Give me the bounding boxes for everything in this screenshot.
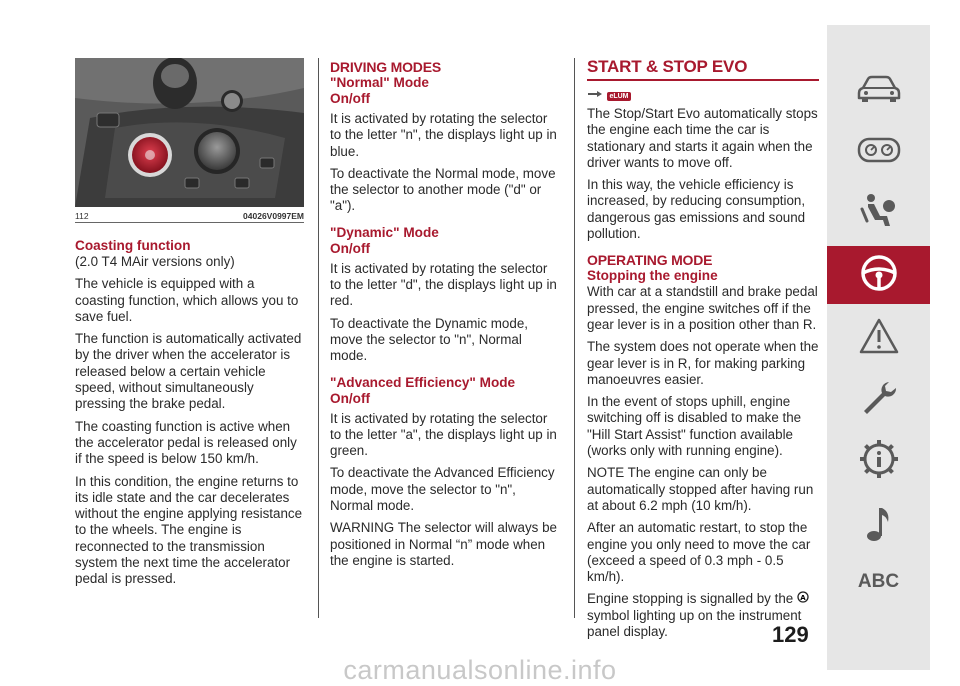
paragraph: It is activated by rotating the selector to the letter "n", the displays light up in blue.: [330, 111, 557, 159]
subheading-dynamic-onoff: On/off: [330, 240, 371, 256]
note-text: NOTE The engine can only be automatically stopped after having run at about 6.2 mph (10 km/h).: [587, 465, 814, 513]
paragraph: The system does not operate when the gear lever is in R, for making parking manoeuvres easier.: [587, 339, 819, 387]
paragraph: The Stop/Start Evo automatically stops the engine each time the car is stationary and starts it again when the driver wants to move off.: [587, 106, 818, 170]
column-coasting: [75, 238, 305, 594]
caption-divider: [75, 222, 304, 223]
elum-badge: eLUM: [609, 92, 629, 100]
heading-operating-mode: OPERATING MODE: [587, 252, 713, 269]
paragraph: It is activated by rotating the selector to the letter "d", the displays light up in red.: [330, 260, 557, 309]
dashboard-gauges-icon: [857, 137, 901, 168]
figure-number: 112: [75, 211, 89, 221]
heading-driving-modes: DRIVING MODES: [330, 59, 441, 75]
paragraph: The vehicle is equipped with a coasting function, which allows you to save fuel.: [75, 276, 299, 324]
sidebar-item-instruments[interactable]: [827, 123, 930, 181]
paragraph: To deactivate the Advanced Efficiency mode, move the selector to "n", Normal mode.: [330, 465, 555, 514]
column-divider: [574, 58, 575, 618]
paragraph: The function is automatically activated by the driver when the accelerator is released below a certain vehicle speed, without simultaneously pressing the brake pedal.: [75, 331, 302, 412]
column-divider: [318, 58, 319, 618]
heading-dynamic-mode: "Dynamic" Mode: [330, 224, 439, 240]
subheading-normal-onoff: On/off: [330, 91, 371, 106]
info-gear-icon: [858, 438, 900, 485]
selector-photo: [75, 58, 304, 207]
chapter-sidebar: [827, 25, 930, 670]
paragraph: In this way, the vehicle efficiency is increased, by reducing consumption, dangerous gas emissions and sound pollution.: [587, 177, 806, 242]
sidebar-item-safety[interactable]: [827, 184, 930, 242]
heading-normal-mode: "Normal" Mode: [330, 75, 429, 90]
auto-stop-symbol-icon: [797, 591, 809, 607]
paragraph: It is activated by rotating the selector to the letter "a", the displays light up in green.: [330, 410, 557, 459]
subheading-advanced-onoff: On/off: [330, 390, 371, 406]
sidebar-item-emergency[interactable]: [827, 309, 930, 367]
sidebar-item-vehicle[interactable]: [827, 62, 930, 120]
elum-indicator: [587, 87, 819, 103]
heading-underline: [587, 79, 819, 81]
heading-start-stop: START & STOP EVO: [587, 57, 748, 76]
sidebar-item-technical-data[interactable]: [827, 432, 930, 490]
sidebar-item-multimedia[interactable]: [827, 497, 930, 555]
paragraph: In this condition, the engine returns to its idle state and the car decelerates without the engine applying resistance to the wheels. The engine is reconnected to the transmission system the next time the accelerator pedal is pressed.: [75, 473, 303, 587]
paragraph-symbol-pre: Engine stopping is signalled by the: [587, 591, 794, 607]
paragraph: To deactivate the Normal mode, move the selector to another mode ("d" or "a").: [330, 165, 556, 214]
hand-pointer-icon: [587, 87, 603, 105]
paragraph: To deactivate the Dynamic mode, move the selector to "n", Normal mode.: [330, 315, 528, 364]
heading-coasting: Coasting function: [75, 238, 191, 253]
column-driving-modes: [330, 59, 562, 575]
svg-text:A: A: [800, 594, 806, 603]
warning-text: WARNING The selector will always be positioned in Normal “n” mode when the engine is started.: [330, 520, 557, 568]
paragraph: After an automatic restart, to stop the engine you only need to move the car (exceed a speed of 0.3 mph - 0.5 km/h).: [587, 520, 811, 585]
page-number: 129: [772, 622, 809, 647]
sidebar-item-maintenance[interactable]: [827, 371, 930, 429]
watermark: carmanualsonline.info: [343, 655, 617, 685]
heading-advanced-mode: "Advanced Efficiency" Mode: [330, 374, 516, 390]
music-note-icon: [864, 504, 894, 549]
airbag-passenger-icon: [859, 191, 899, 236]
figure-code: 04026V0997EM: [243, 211, 304, 221]
paragraph-symbol-post: symbol lighting up on the instrument panel display.: [587, 607, 802, 640]
paragraph: With car at a standstill and brake pedal pressed, the engine switches off if the gear lever is in a position other than R.: [587, 284, 818, 332]
car-icon: [857, 74, 901, 109]
steering-wheel-icon: [859, 253, 899, 298]
wrench-icon: [859, 378, 899, 423]
paragraph: In the event of stops uphill, engine switching off is disabled to make the "Hill Start Assist" function available (works only with running engine).: [587, 394, 802, 459]
sidebar-item-driving[interactable]: [827, 246, 930, 304]
subheading-coasting: (2.0 T4 MAir versions only): [75, 254, 235, 269]
paragraph: The coasting function is active when the accelerator pedal is released only if the speed is below 150 km/h.: [75, 418, 297, 467]
heading-stopping-engine: Stopping the engine: [587, 268, 718, 284]
sidebar-item-index[interactable]: [827, 553, 930, 611]
index-label: ABC: [857, 571, 900, 592]
warning-triangle-icon: [858, 317, 900, 360]
column-start-stop: [587, 57, 819, 646]
